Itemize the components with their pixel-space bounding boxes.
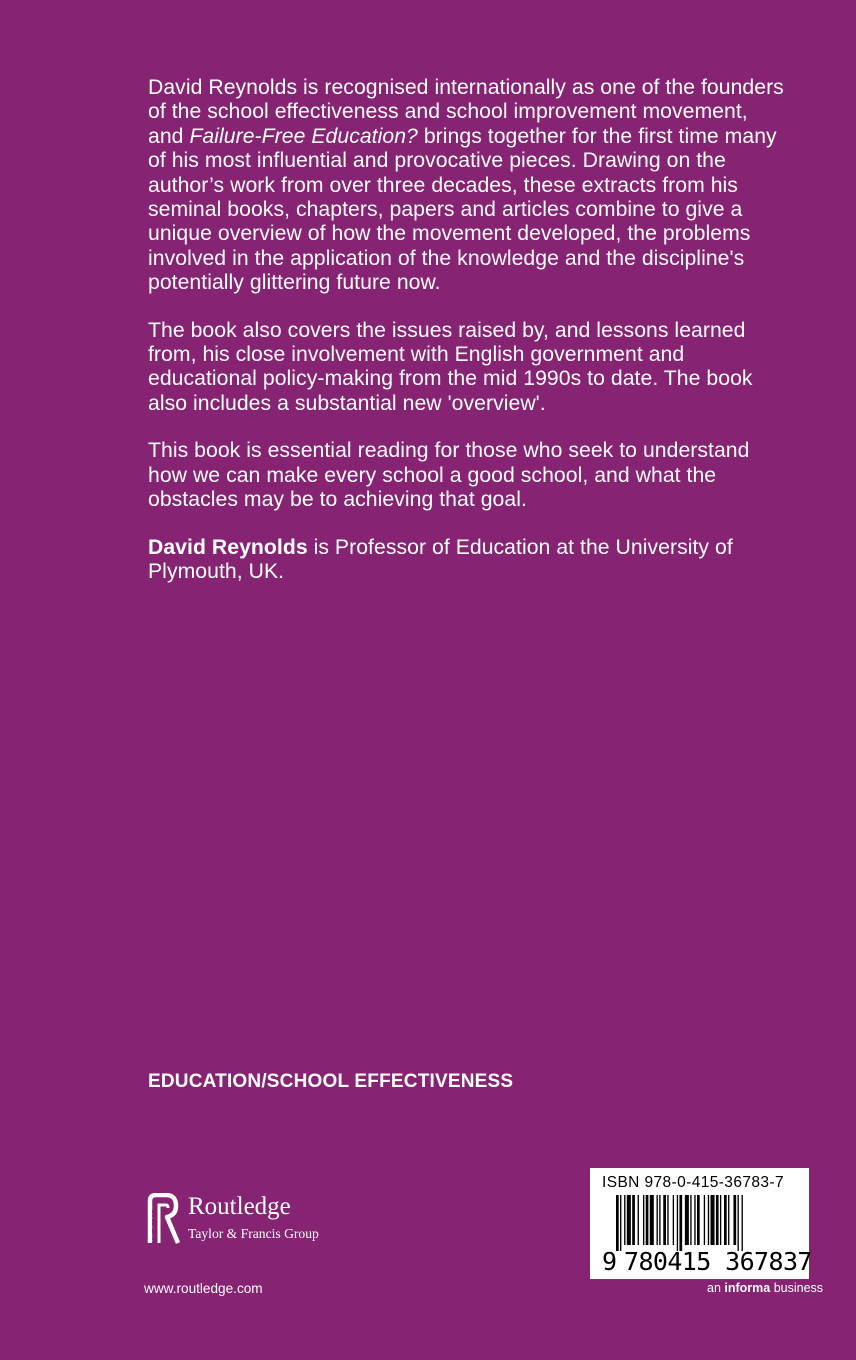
- barcode-bar: [742, 1195, 743, 1251]
- barcode-bar: [627, 1195, 631, 1245]
- barcode-bar: [679, 1195, 682, 1251]
- barcode-bar: [685, 1195, 689, 1245]
- blurb-p1-start: David Reynolds is recognised internationally as one of the founders of the school effectiveness and school improvement movement, and: [148, 76, 784, 148]
- blurb-paragraph-2: The book also covers the issues raised by, and lessons learned from, his close involvement with English government and educational policy-making from the mid 1990s to date. The book also includes a substantial new 'overview'.: [148, 318, 753, 415]
- barcode-bar: [733, 1195, 736, 1245]
- routledge-logo-icon: [146, 1193, 182, 1245]
- barcode-bar: [646, 1195, 649, 1245]
- barcode-bar: [738, 1195, 739, 1251]
- informa-prefix: an: [707, 1281, 725, 1295]
- back-cover-blurb: [148, 76, 788, 607]
- barcode-bar: [616, 1195, 619, 1251]
- barcode-bar: [620, 1195, 621, 1251]
- barcode-bar: [657, 1195, 658, 1245]
- blurb-paragraph-3: This book is essential reading for those who seek to understand how we can make every school a good school, and what the obstacles may be to achieving that goal.: [148, 439, 750, 512]
- barcode-bar: [716, 1195, 719, 1245]
- barcode-bar: [650, 1195, 654, 1245]
- barcode-bar: [728, 1195, 729, 1245]
- barcode-bars-icon: [602, 1195, 802, 1251]
- barcode-bar: [724, 1195, 727, 1245]
- barcode-bar: [677, 1195, 678, 1251]
- barcode-bar: [720, 1195, 721, 1245]
- logo-wordmark-vertical: ROUTLEDGE: [152, 1209, 158, 1245]
- book-title: Failure-Free Education?: [189, 124, 418, 148]
- barcode-bar: [711, 1195, 715, 1245]
- informa-suffix: business: [770, 1281, 824, 1295]
- barcode-bar: [697, 1195, 700, 1245]
- barcode-bar: [663, 1195, 666, 1245]
- isbn-barcode: [590, 1168, 812, 1279]
- author-bio-text: is Professor of Education at the University of Plymouth, UK.: [148, 535, 733, 583]
- barcode-bar: [638, 1195, 639, 1245]
- barcode-bar: [708, 1195, 709, 1245]
- barcode-digits: 780415 367837: [624, 1247, 812, 1276]
- isbn-number: ISBN 978-0-415-36783-7: [602, 1174, 784, 1191]
- barcode-bar: [690, 1195, 691, 1245]
- barcode-digit-first: 9: [602, 1247, 618, 1276]
- barcode-bar: [694, 1195, 695, 1245]
- barcode-bar: [659, 1195, 660, 1245]
- subject-category: EDUCATION/SCHOOL EFFECTIVENESS: [148, 1071, 514, 1092]
- publisher-website: www.routledge.com: [144, 1281, 263, 1296]
- barcode-bar: [632, 1195, 635, 1245]
- blurb-paragraph-1: [148, 76, 788, 296]
- publisher-group: Taylor & Francis Group: [188, 1226, 319, 1241]
- barcode-bar: [704, 1195, 705, 1245]
- blurb-p1-end: brings together for the first time many of his most influential and provocative pieces. Drawing on the author’s work from over three decades, these extracts from his seminal books, chapters, papers and articles combine to give a unique overview of how the movement developed, the problems involved in the application of the knowledge and the discipline's potentially glittering future now.: [148, 124, 777, 295]
- barcode-bar: [673, 1195, 674, 1245]
- author-bio: [148, 536, 788, 585]
- author-name: David Reynolds: [148, 535, 308, 559]
- publisher-name: Routledge: [188, 1193, 291, 1220]
- informa-tagline: [707, 1281, 823, 1295]
- barcode-bar: [624, 1195, 625, 1245]
- informa-brand: informa: [724, 1281, 771, 1295]
- barcode-bar: [643, 1195, 644, 1245]
- barcode-bar: [667, 1195, 668, 1245]
